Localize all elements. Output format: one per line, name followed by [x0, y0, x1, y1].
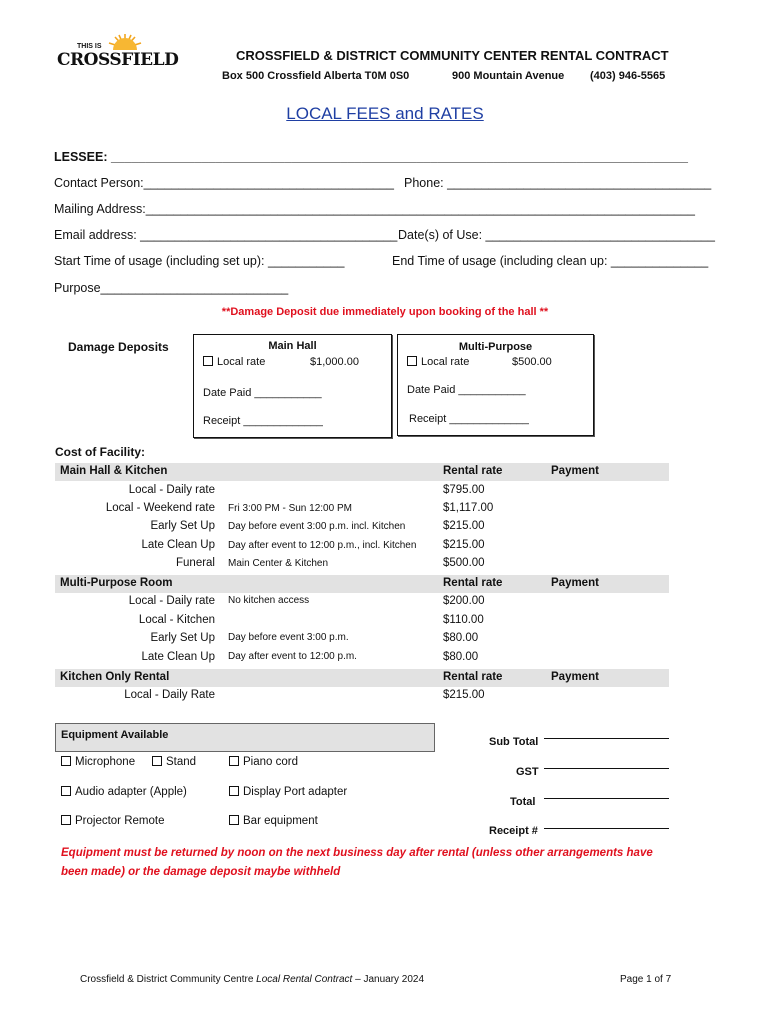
phone-number: (403) 946-5565: [590, 70, 666, 82]
rate-note: Day after event to 12:00 p.m., incl. Kitchen: [228, 540, 417, 551]
receipt-field[interactable]: [544, 828, 669, 829]
main-hall-deposit-box: [193, 334, 392, 438]
equipment-stand[interactable]: [152, 756, 196, 768]
rate-label: Late Clean Up: [141, 539, 215, 551]
checkbox[interactable]: [152, 756, 162, 766]
rental-rate-header: Rental rate: [443, 671, 503, 683]
subtotal-label: Sub Total: [489, 736, 539, 748]
dates-of-use-field[interactable]: Date(s) of Use: _________________________________: [398, 228, 715, 242]
rate-label: Local - Weekend rate: [105, 502, 215, 514]
section-name: Kitchen Only Rental: [60, 671, 170, 683]
rate-label: Local - Daily rate: [128, 595, 215, 607]
multi-purpose-date-paid[interactable]: Date Paid ___________: [407, 384, 526, 396]
mailing-address-field[interactable]: Mailing Address:_______________________________________________________________________________: [54, 202, 695, 216]
kitchen-only-section-band: [55, 669, 669, 687]
payment-header: Payment: [551, 577, 599, 589]
checkbox[interactable]: [407, 356, 417, 366]
multi-purpose-title: Multi-Purpose: [458, 341, 533, 353]
rate-note: Main Center & Kitchen: [228, 558, 329, 569]
equipment-label: Audio adapter (Apple): [75, 786, 187, 798]
equipment-projector-remote[interactable]: [61, 815, 164, 827]
rate-value: $215.00: [443, 539, 485, 551]
page-title: LOCAL FEES and RATES: [286, 104, 484, 123]
checkbox[interactable]: [61, 786, 71, 796]
rate-value: $215.00: [443, 689, 485, 701]
rate-label: Local - Daily rate: [128, 484, 215, 496]
footer-doc-name: Local Rental Contract: [256, 974, 353, 985]
street-address: 900 Mountain Avenue: [452, 70, 565, 82]
equipment-microphone[interactable]: [61, 756, 135, 768]
equipment-bar-equipment[interactable]: [229, 815, 318, 827]
rate-value: $110.00: [443, 614, 484, 626]
receipt-label: Receipt #: [489, 825, 538, 837]
rate-note: No kitchen access: [228, 595, 310, 606]
mailing-address: Box 500 Crossfield Alberta T0M 0S0: [222, 70, 410, 82]
equipment-audio-adapter[interactable]: [61, 786, 187, 798]
deposit-notice: **Damage Deposit due immediately upon booking of the hall **: [221, 306, 549, 318]
equipment-display-port-adapter[interactable]: [229, 786, 347, 798]
equipment-label: Stand: [166, 756, 197, 768]
main-hall-local-rate-option[interactable]: [203, 356, 265, 368]
contact-person-field[interactable]: Contact Person:____________________________________: [54, 176, 394, 190]
main-hall-receipt[interactable]: Receipt _____________: [203, 415, 323, 427]
rate-note: Day after event to 12:00 p.m.: [228, 651, 357, 662]
payment-header: Payment: [551, 465, 599, 477]
damage-deposits-label: Damage Deposits: [68, 340, 169, 354]
equipment-heading: Equipment Available: [61, 729, 169, 741]
rate-label: Early Set Up: [150, 632, 215, 644]
checkbox[interactable]: [203, 356, 213, 366]
main-hall-date-paid[interactable]: Date Paid ___________: [203, 387, 322, 399]
purpose-field[interactable]: Purpose___________________________: [54, 281, 289, 295]
contract-title: CROSSFIELD & DISTRICT COMMUNITY CENTER RENTAL CONTRACT: [236, 48, 669, 63]
checkbox[interactable]: [229, 756, 239, 766]
equipment-label: Piano cord: [243, 756, 298, 768]
lessee-field[interactable]: LESSEE: ___________________________________________________________________________________: [54, 150, 688, 164]
logo-small-text: THIS IS: [77, 43, 102, 50]
footer-date: – January 2024: [352, 974, 425, 985]
rate-value: $500.00: [443, 557, 485, 569]
rate-value: $1,117.00: [443, 502, 494, 514]
equipment-piano-cord[interactable]: [229, 756, 298, 768]
equipment-label: Bar equipment: [243, 815, 318, 827]
rate-label: Late Clean Up: [141, 651, 215, 663]
checkbox[interactable]: [229, 815, 239, 825]
email-field[interactable]: Email address: _____________________________________: [54, 228, 398, 242]
rate-label: Early Set Up: [150, 520, 215, 532]
equipment-label: Microphone: [75, 756, 136, 768]
rate-note: Fri 3:00 PM - Sun 12:00 PM: [228, 503, 352, 514]
rate-value: $215.00: [443, 520, 485, 532]
end-time-field[interactable]: End Time of usage (including clean up: ______________: [392, 254, 709, 268]
gst-field[interactable]: [544, 768, 669, 769]
subtotal-field[interactable]: [544, 738, 669, 739]
rate-note: Day before event 3:00 p.m.: [228, 632, 349, 643]
rate-value: $795.00: [443, 484, 485, 496]
rental-rate-header: Rental rate: [443, 577, 503, 589]
rate-note: Day before event 3:00 p.m. incl. Kitchen: [228, 521, 406, 532]
main-hall-deposit-amount: $1,000.00: [310, 356, 359, 368]
rate-value: $200.00: [443, 595, 485, 607]
cost-of-facility-heading: Cost of Facility:: [55, 445, 146, 459]
equipment-return-notice: Equipment must be returned by noon on the next business day after rental (unless other arrangements have been made) or the damage deposit maybe withheld: [61, 847, 653, 878]
rate-value: $80.00: [443, 651, 479, 663]
total-label: Total: [510, 796, 536, 808]
checkbox[interactable]: [61, 756, 71, 766]
multi-purpose-local-rate-option[interactable]: [407, 356, 469, 368]
rental-rate-header: Rental rate: [443, 465, 503, 477]
equipment-label: Display Port adapter: [243, 786, 348, 798]
total-field[interactable]: [544, 798, 669, 799]
main-hall-section-band: [55, 463, 669, 481]
start-time-field[interactable]: Start Time of usage (including set up): ___________: [54, 254, 345, 268]
footer-org: Crossfield & District Community Centre: [80, 974, 257, 985]
gst-label: GST: [516, 766, 539, 778]
option-label: Local rate: [217, 356, 266, 368]
section-name: Main Hall & Kitchen: [60, 465, 168, 477]
rate-label: Local - Kitchen: [138, 614, 215, 626]
rate-label: Funeral: [176, 557, 215, 569]
equipment-header: [55, 723, 435, 752]
payment-header: Payment: [551, 671, 599, 683]
option-label: Local rate: [421, 356, 470, 368]
checkbox[interactable]: [229, 786, 239, 796]
crossfield-logo: [55, 30, 179, 78]
checkbox[interactable]: [61, 815, 71, 825]
rate-label: Local - Daily Rate: [124, 689, 215, 701]
footer-document-info: [80, 974, 424, 985]
phone-field[interactable]: Phone: ______________________________________: [404, 176, 712, 190]
multi-purpose-receipt[interactable]: Receipt _____________: [409, 413, 529, 425]
section-name: Multi-Purpose Room: [60, 577, 173, 589]
multi-purpose-deposit-amount: $500.00: [512, 356, 552, 368]
equipment-label: Projector Remote: [75, 815, 165, 827]
rate-value: $80.00: [443, 632, 479, 644]
page-number: Page 1 of 7: [620, 974, 672, 985]
main-hall-title: Main Hall: [268, 340, 317, 352]
multi-purpose-deposit-box: [397, 334, 594, 436]
logo-text: CROSSFIELD: [57, 50, 179, 70]
multi-purpose-section-band: [55, 575, 669, 593]
